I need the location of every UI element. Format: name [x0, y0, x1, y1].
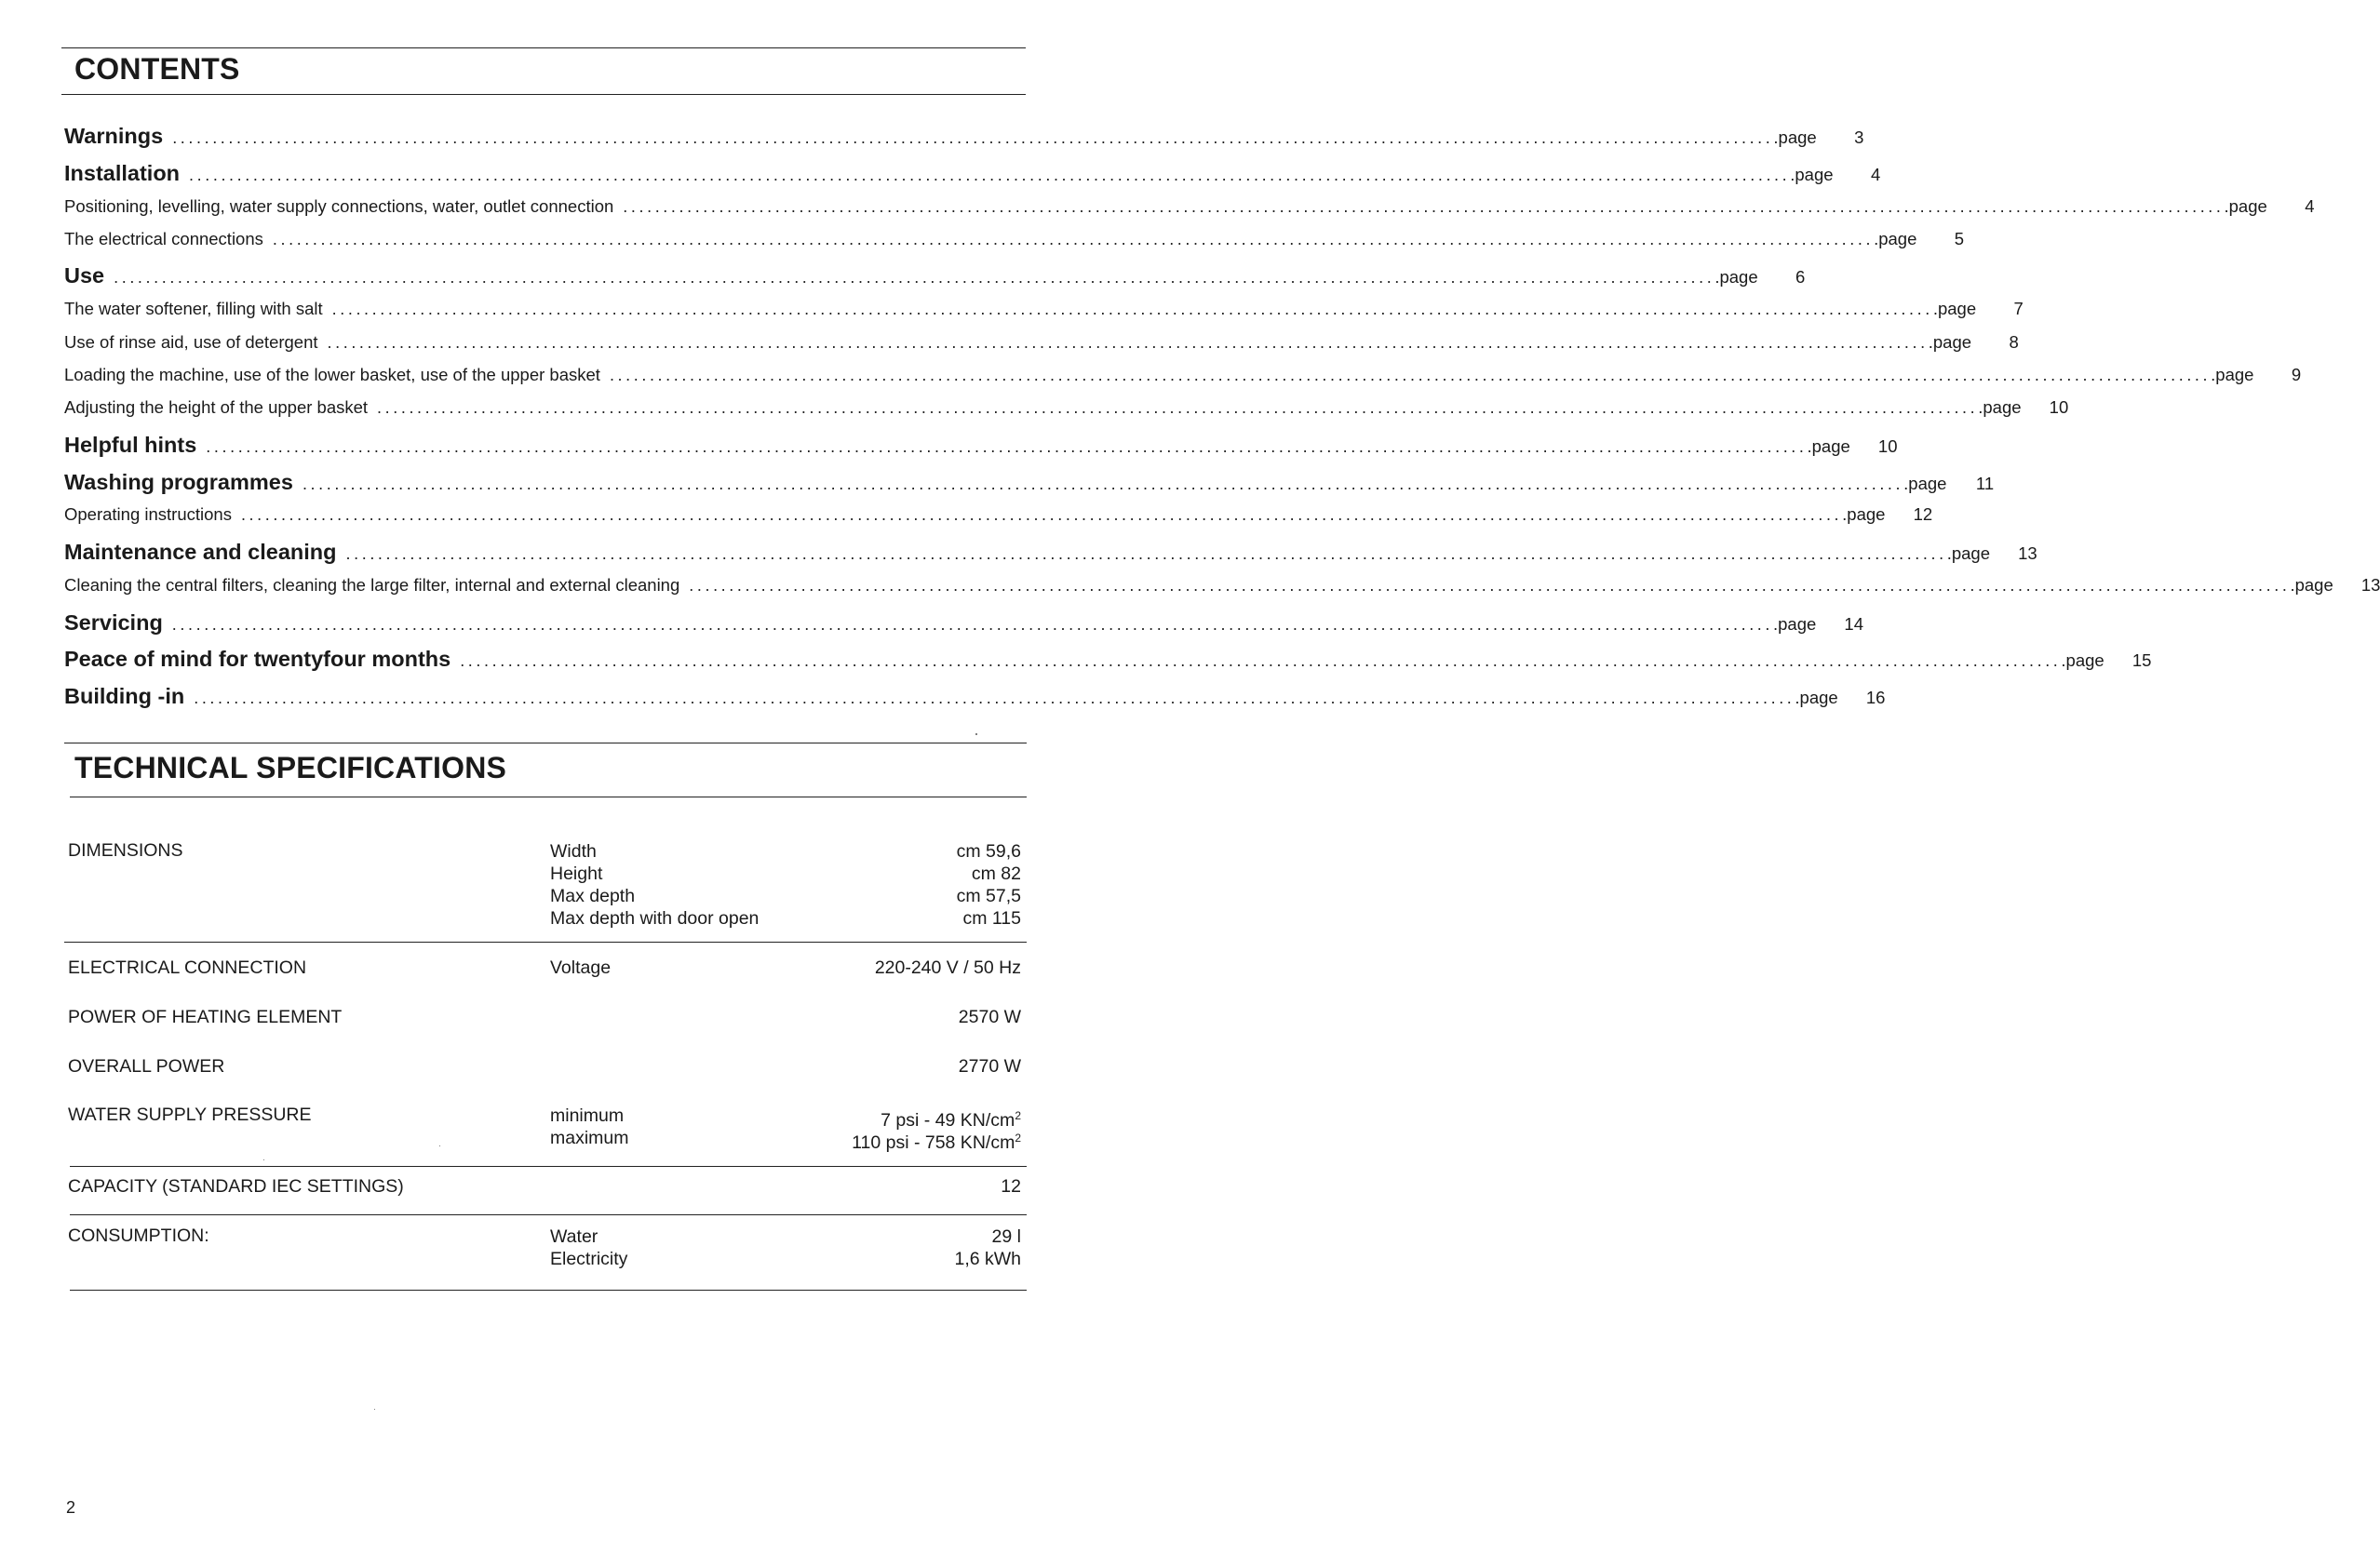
dimension-value-width: cm 59,6: [956, 841, 1021, 862]
toc-page-number: 4: [1870, 165, 1881, 184]
spec-value-capacity: 12: [1001, 1176, 1021, 1197]
toc-entry: [64, 365, 2302, 396]
consumption-label-water: Water: [550, 1226, 598, 1247]
unit-superscript: 2: [1015, 1132, 1021, 1145]
toc-entry: [64, 196, 2315, 228]
consumption-value-electricity: 1,6 kWh: [954, 1249, 1021, 1269]
page-number: 2: [66, 1498, 76, 1517]
toc-dot-leader: ........................................................................................................................................................................................................: [114, 268, 1715, 287]
toc-dot-leader: ........................................................................................................................................................................................................: [172, 128, 1774, 147]
dimension-value-max-depth: cm 57,5: [956, 886, 1021, 906]
toc-entry-title: The electrical connections: [64, 229, 263, 248]
spec-category-dimensions: DIMENSIONS: [68, 840, 183, 861]
toc-entry: [64, 575, 2380, 607]
toc-page-word: .page: [1714, 267, 1758, 287]
top-rule: [61, 47, 1026, 48]
toc-page-word: .page: [1773, 614, 1817, 634]
toc-entry: [64, 684, 1886, 716]
print-speck: [263, 1159, 264, 1160]
contents-heading-rule: [61, 94, 1026, 95]
toc-entry-title: Operating instructions: [64, 504, 232, 524]
toc-entry-title: The water softener, filling with salt: [64, 299, 323, 318]
toc-entry-title: Cleaning the central filters, cleaning the large filter, internal and external cleaning: [64, 575, 680, 595]
toc-page-word: .page: [1932, 299, 1977, 318]
toc-page-number: 8: [2009, 332, 2019, 352]
spec-values-consumption: [954, 1225, 1021, 1270]
dimension-label-height: Height: [550, 864, 603, 884]
toc-page-number: 15: [2131, 650, 2152, 670]
toc-dot-leader: ........................................................................................................................................................................................................: [623, 197, 2225, 216]
toc-entry: [64, 610, 1863, 642]
toc-page-number: 10: [2049, 397, 2069, 417]
toc-dot-leader: ........................................................................................................................................................................................................: [689, 576, 2291, 595]
toc-dot-leader: ........................................................................................................................................................................................................: [272, 230, 1875, 248]
toc-page-number: 16: [1865, 688, 1886, 707]
toc-entry: [64, 540, 2037, 571]
toc-entry: [64, 332, 2019, 364]
toc-dot-leader: ........................................................................................................................................................................................................: [331, 300, 1933, 318]
toc-entry-title: Use of rinse aid, use of detergent: [64, 332, 318, 352]
dimension-value-height: cm 82: [971, 864, 1021, 884]
toc-page-number: 13: [2360, 575, 2380, 595]
toc-entry: [64, 504, 1933, 536]
toc-entry: [64, 124, 1864, 155]
toc-page-number: 10: [1877, 436, 1898, 456]
spec-value-overall-power: 2770 W: [958, 1056, 1021, 1077]
dimension-label-width: Width: [550, 841, 597, 862]
toc-entry-title: Use: [64, 263, 105, 288]
toc-page-word: .page: [1773, 127, 1817, 147]
toc-dot-leader: ........................................................................................................................................................................................................: [609, 366, 2212, 384]
toc-entry-title: Building -in: [64, 684, 185, 708]
toc-page-word: .page: [1874, 229, 1917, 248]
toc-page-number: 6: [1795, 267, 1806, 287]
pressure-label-minimum: minimum: [550, 1105, 625, 1126]
spec-value-heating-element: 2570 W: [958, 1007, 1021, 1027]
dimension-value-max-depth-door-open: cm 115: [962, 908, 1021, 929]
toc-page-word: .page: [2290, 575, 2333, 595]
capacity-rule: [70, 1214, 1027, 1215]
pressure-value-maximum: 110 psi - 758 $KN/cm^2$: [852, 1132, 1021, 1153]
spec-label-voltage: Voltage: [550, 958, 612, 978]
dimension-label-max-depth-door-open: Max depth with door open: [550, 908, 760, 929]
spec-labels-water-pressure: [550, 1105, 629, 1149]
toc-entry-title: Loading the machine, use of the lower basket, use of the upper basket: [64, 365, 600, 384]
toc-page-word: .page: [1946, 543, 1991, 563]
toc-page-number: 3: [1854, 127, 1864, 147]
toc-dot-leader: ........................................................................................................................................................................................................: [206, 437, 1808, 456]
specs-heading: TECHNICAL SPECIFICATIONS: [74, 751, 507, 784]
toc-entry: [64, 647, 2152, 678]
toc-dot-leader: ........................................................................................................................................................................................................: [345, 544, 1947, 563]
toc-page-word: .page: [1795, 688, 1838, 707]
toc-page-number: 14: [1844, 614, 1863, 634]
toc-dot-leader: ........................................................................................................................................................................................................: [189, 166, 1791, 184]
consumption-value-water: 29 l: [991, 1226, 1021, 1247]
contents-heading: CONTENTS: [74, 52, 240, 86]
spec-category-consumption: CONSUMPTION:: [68, 1225, 209, 1246]
toc-page-word: .page: [2061, 650, 2104, 670]
toc-entry: [64, 161, 1881, 193]
toc-entry-title: Installation: [64, 161, 181, 185]
toc-dot-leader: ........................................................................................................................................................................................................: [302, 475, 1904, 493]
toc-page-word: .page: [1903, 474, 1947, 493]
toc-page-number: 4: [2305, 196, 2315, 216]
toc-entry: [64, 433, 1898, 464]
toc-dot-leader: ........................................................................................................................................................................................................: [377, 398, 1979, 417]
toc-entry-title: Peace of mind for twentyfour months: [64, 647, 451, 671]
toc-page-number: 7: [2013, 299, 2024, 318]
spec-value-voltage: 220-240 V / 50 Hz: [874, 958, 1021, 978]
toc-entry-title: Helpful hints: [64, 433, 197, 457]
toc-entry: [64, 397, 2069, 429]
toc-dot-leader: ........................................................................................................................................................................................................: [327, 333, 1929, 352]
toc-entry-title: Warnings: [64, 124, 164, 148]
toc-page-word: .page: [1842, 504, 1886, 524]
print-speck: [374, 1409, 375, 1410]
toc-page-word: .page: [1978, 397, 2022, 417]
toc-page-number: 9: [2291, 365, 2302, 384]
toc-entry-title: Positioning, levelling, water supply connections, water, outlet connection: [64, 196, 614, 216]
spec-category-electrical: ELECTRICAL CONNECTION: [68, 958, 307, 978]
toc-entry-title: Servicing: [64, 610, 163, 635]
spec-labels-dimensions: [550, 840, 759, 930]
toc-page-word: .page: [1807, 436, 1850, 456]
consumption-rule: [70, 1290, 1027, 1291]
spec-category-heating-element: POWER OF HEATING ELEMENT: [68, 1007, 343, 1027]
dimension-label-max-depth: Max depth: [550, 886, 636, 906]
pressure-label-maximum: maximum: [550, 1128, 629, 1148]
toc-page-word: .page: [2224, 196, 2267, 216]
toc-entry: [64, 299, 2024, 330]
toc-entry-title: Maintenance and cleaning: [64, 540, 337, 564]
toc-page-word: .page: [2211, 365, 2254, 384]
toc-page-number: 11: [1975, 474, 1995, 493]
spec-category-capacity: CAPACITY (STANDARD IEC SETTINGS): [68, 1176, 404, 1197]
toc-dot-leader: ........................................................................................................................................................................................................: [171, 615, 1773, 634]
spec-category-overall-power: OVERALL POWER: [68, 1056, 225, 1077]
toc-entry: [64, 470, 1995, 502]
spec-values-dimensions: [957, 840, 1021, 930]
print-speck: [439, 1145, 440, 1146]
pressure-rule: [70, 1166, 1027, 1167]
toc-entry: [64, 263, 1806, 295]
toc-page-number: 5: [1954, 229, 1965, 248]
toc-dot-leader: ........................................................................................................................................................................................................: [240, 505, 1843, 524]
toc-dot-leader: ........................................................................................................................................................................................................: [460, 651, 2062, 670]
toc-page-number: 12: [1913, 504, 1933, 524]
toc-entry-title: Washing programmes: [64, 470, 293, 494]
toc-page-word: .page: [1928, 332, 1972, 352]
print-speck: [975, 733, 977, 735]
dimensions-rule: [64, 942, 1027, 943]
toc-dot-leader: ........................................................................................................................................................................................................: [194, 689, 1795, 707]
toc-page-number: 13: [2018, 543, 2037, 563]
spec-values-water-pressure: [852, 1105, 1021, 1153]
spec-labels-consumption: [550, 1225, 627, 1270]
toc-entry: [64, 229, 1965, 261]
consumption-label-electricity: Electricity: [550, 1249, 628, 1269]
toc-page-word: .page: [1790, 165, 1834, 184]
unit-superscript: 2: [1015, 1109, 1021, 1122]
spec-category-water-pressure: WATER SUPPLY PRESSURE: [68, 1105, 312, 1125]
pressure-value-minimum: 7 psi - 49 $KN/cm^2$: [881, 1109, 1021, 1131]
toc-entry-title: Adjusting the height of the upper basket: [64, 397, 369, 417]
